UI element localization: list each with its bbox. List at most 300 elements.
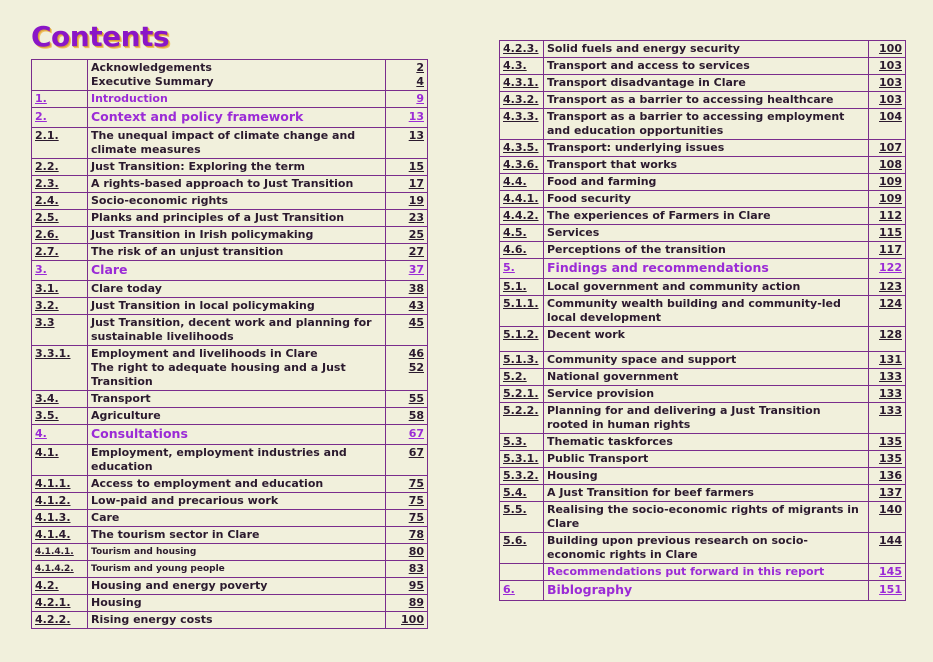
section-title	[88, 128, 386, 159]
section-number[interactable]: 4.6.	[500, 242, 544, 259]
toc-row[interactable]	[32, 210, 428, 227]
toc-row[interactable]	[32, 391, 428, 408]
toc-row[interactable]	[32, 408, 428, 425]
page-number-link[interactable]: 9	[416, 92, 424, 105]
page-number[interactable]	[386, 210, 428, 227]
page-number[interactable]	[386, 493, 428, 510]
page-number-link[interactable]: 46	[408, 347, 424, 360]
page-number[interactable]	[386, 176, 428, 193]
toc-row[interactable]	[32, 445, 428, 476]
page-number[interactable]	[386, 408, 428, 425]
page-number-link[interactable]: 100	[401, 613, 424, 626]
page-number-link[interactable]: 122	[879, 261, 902, 274]
section-number[interactable]: 2.	[32, 108, 88, 128]
page-number-link[interactable]: 135	[879, 452, 902, 465]
section-number[interactable]: 3.5.	[32, 408, 88, 425]
toc-row[interactable]	[500, 434, 906, 451]
page-number[interactable]	[869, 75, 906, 92]
section-title	[88, 227, 386, 244]
page-number-link[interactable]: 75	[408, 477, 424, 490]
toc-row[interactable]	[32, 261, 428, 281]
page-number-link[interactable]: 151	[879, 583, 902, 596]
toc-row[interactable]	[32, 159, 428, 176]
section-title	[544, 92, 869, 109]
page-number-link[interactable]: 25	[408, 228, 424, 241]
page-number-link[interactable]: 128	[879, 328, 902, 341]
page-number[interactable]	[386, 60, 428, 91]
section-title-line: Food security	[547, 192, 631, 205]
page-number[interactable]	[386, 425, 428, 445]
toc-row[interactable]	[32, 128, 428, 159]
section-title-line: Findings and recommendations	[547, 260, 769, 275]
section-number[interactable]: 4.2.	[32, 578, 88, 595]
page-number[interactable]	[869, 369, 906, 386]
section-number[interactable]: 4.1.2.	[32, 493, 88, 510]
section-number[interactable]: 5.2.2.	[500, 403, 544, 434]
section-number[interactable]: 4.3.	[500, 58, 544, 75]
page-number-link[interactable]: 103	[879, 93, 902, 106]
toc-row[interactable]	[500, 75, 906, 92]
section-number[interactable]: 4.1.4.	[32, 527, 88, 544]
section-number[interactable]: 4.2.2.	[32, 612, 88, 629]
toc-row[interactable]	[32, 578, 428, 595]
section-number[interactable]: 2.1.	[32, 128, 88, 159]
page-number[interactable]	[386, 91, 428, 108]
page-number[interactable]	[869, 327, 906, 352]
page-number-link[interactable]: 27	[408, 245, 424, 258]
section-number[interactable]: 5.1.1.	[500, 296, 544, 327]
page-number-link[interactable]: 107	[879, 141, 902, 154]
section-number[interactable]: 3.4.	[32, 391, 88, 408]
section-number[interactable]: 5.3.2.	[500, 468, 544, 485]
toc-row[interactable]	[32, 612, 428, 629]
toc-row[interactable]	[32, 176, 428, 193]
page-number-link[interactable]: 124	[879, 297, 902, 310]
section-title-line: A rights-based approach to Just Transition	[91, 177, 354, 190]
toc-row[interactable]	[32, 193, 428, 210]
section-title	[88, 193, 386, 210]
section-number[interactable]: 3.1.	[32, 281, 88, 298]
page-number[interactable]	[386, 544, 428, 561]
page-number[interactable]	[869, 403, 906, 434]
section-title-line: Clare	[91, 262, 128, 277]
section-title-line: Solid fuels and energy security	[547, 42, 740, 55]
section-title	[544, 369, 869, 386]
page-number-link[interactable]: 136	[879, 469, 902, 482]
toc-row[interactable]	[500, 157, 906, 174]
toc-row[interactable]	[32, 476, 428, 493]
section-number[interactable]: 4.3.5.	[500, 140, 544, 157]
section-title	[88, 244, 386, 261]
section-number[interactable]: 4.1.4.1.	[32, 544, 88, 561]
page-number-link[interactable]: 78	[408, 528, 424, 541]
page-number-link[interactable]: 45	[408, 316, 424, 329]
page-number[interactable]	[869, 259, 906, 279]
section-title	[88, 561, 386, 578]
toc-row[interactable]	[500, 174, 906, 191]
section-title-line: Transport as a barrier to accessing employment and education opportunities	[547, 110, 845, 137]
toc-row[interactable]	[32, 510, 428, 527]
section-title	[544, 327, 869, 352]
page-number[interactable]	[869, 485, 906, 502]
section-title	[544, 208, 869, 225]
page-number-link[interactable]: 104	[879, 110, 902, 123]
section-title-line: Just Transition in Irish policymaking	[91, 228, 314, 241]
page-number-link[interactable]: 100	[879, 42, 902, 55]
page-number[interactable]	[386, 510, 428, 527]
section-title	[88, 91, 386, 108]
page-number-link[interactable]: 23	[408, 211, 424, 224]
toc-row[interactable]	[32, 527, 428, 544]
section-number[interactable]: 5.1.	[500, 279, 544, 296]
section-number[interactable]: 3.3	[32, 315, 88, 346]
page-number[interactable]	[869, 174, 906, 191]
section-title	[88, 493, 386, 510]
toc-row[interactable]	[32, 60, 428, 91]
toc-row[interactable]	[500, 468, 906, 485]
section-number[interactable]: 4.1.1.	[32, 476, 88, 493]
section-number[interactable]: 5.3.1.	[500, 451, 544, 468]
section-title-line: Access to employment and education	[91, 477, 324, 490]
section-title-line: Public Transport	[547, 452, 649, 465]
page-number[interactable]	[386, 128, 428, 159]
page-number[interactable]	[386, 298, 428, 315]
section-title-line: Agriculture	[91, 409, 161, 422]
page-number-link[interactable]: 103	[879, 59, 902, 72]
toc-row[interactable]	[500, 403, 906, 434]
page-number-link[interactable]: 145	[879, 565, 902, 578]
page-number-link[interactable]: 4	[416, 75, 424, 88]
toc-row[interactable]	[32, 91, 428, 108]
toc-row[interactable]	[500, 533, 906, 564]
section-number[interactable]	[500, 564, 544, 581]
page-number-link[interactable]: 117	[879, 243, 902, 256]
section-title-line: National government	[547, 370, 679, 383]
section-title	[544, 485, 869, 502]
page-number[interactable]	[869, 41, 906, 58]
toc-row[interactable]	[500, 369, 906, 386]
page-number-link[interactable]: 19	[408, 194, 424, 207]
toc-row[interactable]	[32, 595, 428, 612]
page-number-link[interactable]: 133	[879, 370, 902, 383]
section-number[interactable]: 5.6.	[500, 533, 544, 564]
page-number-link[interactable]: 67	[408, 427, 424, 440]
toc-row[interactable]	[500, 191, 906, 208]
section-title-line: Local government and community action	[547, 280, 801, 293]
page-number[interactable]	[386, 346, 428, 391]
toc-row[interactable]	[32, 227, 428, 244]
page-number-link[interactable]: 137	[879, 486, 902, 499]
toc-row[interactable]	[500, 242, 906, 259]
section-number[interactable]: 5.2.	[500, 369, 544, 386]
section-number[interactable]: 4.4.	[500, 174, 544, 191]
section-number[interactable]: 1.	[32, 91, 88, 108]
page-number-link[interactable]: 58	[408, 409, 424, 422]
page-title: Contents	[31, 20, 170, 53]
toc-row[interactable]	[500, 109, 906, 140]
toc-row[interactable]	[500, 58, 906, 75]
section-number[interactable]: 5.1.3.	[500, 352, 544, 369]
section-title-line: Care	[91, 511, 120, 524]
section-number[interactable]: 2.7.	[32, 244, 88, 261]
section-title	[544, 191, 869, 208]
page-number[interactable]	[386, 527, 428, 544]
toc-row[interactable]	[500, 352, 906, 369]
section-title	[88, 159, 386, 176]
section-title	[544, 403, 869, 434]
page-number[interactable]	[386, 193, 428, 210]
toc-row[interactable]	[32, 346, 428, 391]
page-number[interactable]	[386, 612, 428, 629]
page-number[interactable]	[869, 502, 906, 533]
toc-row[interactable]	[500, 327, 906, 352]
toc-row[interactable]	[32, 315, 428, 346]
section-title-line: Services	[547, 226, 600, 239]
page-number[interactable]	[869, 242, 906, 259]
section-title	[544, 564, 869, 581]
section-number[interactable]: 5.1.2.	[500, 327, 544, 352]
page-number-link[interactable]: 144	[879, 534, 902, 547]
section-title-line: Context and policy framework	[91, 109, 304, 124]
page-number[interactable]	[869, 279, 906, 296]
section-number[interactable]: 3.3.1.	[32, 346, 88, 391]
section-title-line: Just Transition: Exploring the term	[91, 160, 306, 173]
section-title	[544, 242, 869, 259]
section-title	[88, 425, 386, 445]
section-title	[88, 408, 386, 425]
page-number[interactable]	[869, 92, 906, 109]
page-number[interactable]	[386, 445, 428, 476]
section-number[interactable]: 5.	[500, 259, 544, 279]
toc-row[interactable]	[500, 279, 906, 296]
toc-row[interactable]	[500, 502, 906, 533]
section-number[interactable]: 4.3.3.	[500, 109, 544, 140]
section-number[interactable]	[32, 60, 88, 91]
page-number[interactable]	[386, 476, 428, 493]
page-number-link[interactable]: 2	[416, 61, 424, 74]
section-title-line: Perceptions of the transition	[547, 243, 726, 256]
section-title	[544, 468, 869, 485]
section-title	[88, 60, 386, 91]
section-number[interactable]: 5.5.	[500, 502, 544, 533]
page-number[interactable]	[869, 109, 906, 140]
toc-row[interactable]	[500, 41, 906, 58]
page-number[interactable]	[386, 159, 428, 176]
section-number[interactable]: 4.1.	[32, 445, 88, 476]
page-number[interactable]	[386, 281, 428, 298]
section-number[interactable]: 3.2.	[32, 298, 88, 315]
section-title	[544, 109, 869, 140]
page-number[interactable]	[386, 227, 428, 244]
page-number-link[interactable]: 13	[408, 129, 424, 142]
toc-row[interactable]	[32, 108, 428, 128]
page-number-link[interactable]: 75	[408, 511, 424, 524]
page-number-link[interactable]: 109	[879, 192, 902, 205]
section-number[interactable]: 4.1.4.2.	[32, 561, 88, 578]
section-title-line: Biblography	[547, 582, 633, 597]
page-number-link[interactable]: 133	[879, 404, 902, 417]
page-number-link[interactable]: 133	[879, 387, 902, 400]
section-title-line: Planks and principles of a Just Transition	[91, 211, 345, 224]
section-title	[544, 259, 869, 279]
page-number[interactable]	[869, 564, 906, 581]
page-number[interactable]	[869, 157, 906, 174]
page-number-link[interactable]: 108	[879, 158, 902, 171]
page-number[interactable]	[869, 296, 906, 327]
section-title-line: The unequal impact of climate change and climate measures	[91, 129, 356, 156]
section-number[interactable]: 4.3.2.	[500, 92, 544, 109]
toc-row[interactable]	[32, 425, 428, 445]
section-number[interactable]: 4.3.6.	[500, 157, 544, 174]
page-number-link[interactable]: 13	[408, 110, 424, 123]
page-number[interactable]	[869, 581, 906, 601]
toc-row[interactable]	[500, 581, 906, 601]
section-number[interactable]: 2.6.	[32, 227, 88, 244]
page-number[interactable]	[869, 468, 906, 485]
page-number[interactable]	[869, 225, 906, 242]
toc-row[interactable]	[32, 298, 428, 315]
page-number[interactable]	[386, 244, 428, 261]
toc-row[interactable]	[32, 281, 428, 298]
page-number-link[interactable]: 43	[408, 299, 424, 312]
section-number[interactable]: 2.4.	[32, 193, 88, 210]
page-number[interactable]	[869, 451, 906, 468]
page-number[interactable]	[869, 533, 906, 564]
section-title-line: Food and farming	[547, 175, 657, 188]
section-number[interactable]: 6.	[500, 581, 544, 601]
section-title	[544, 140, 869, 157]
page-number-link[interactable]: 15	[408, 160, 424, 173]
page-number-link[interactable]: 37	[408, 263, 424, 276]
page-number[interactable]	[869, 386, 906, 403]
page-number[interactable]	[386, 561, 428, 578]
toc-row[interactable]	[500, 259, 906, 279]
section-number[interactable]: 4.4.2.	[500, 208, 544, 225]
section-title-line: Clare today	[91, 282, 162, 295]
section-number[interactable]: 4.5.	[500, 225, 544, 242]
section-title	[544, 296, 869, 327]
section-number[interactable]: 2.2.	[32, 159, 88, 176]
page-number[interactable]	[386, 391, 428, 408]
section-number[interactable]: 4.4.1.	[500, 191, 544, 208]
section-number[interactable]: 2.3.	[32, 176, 88, 193]
section-number[interactable]: 4.2.1.	[32, 595, 88, 612]
page-number-link[interactable]: 83	[408, 562, 424, 575]
page-number[interactable]	[386, 261, 428, 281]
section-title	[88, 210, 386, 227]
page-number-link[interactable]: 123	[879, 280, 902, 293]
section-title	[544, 75, 869, 92]
section-title	[544, 434, 869, 451]
page-number[interactable]	[869, 58, 906, 75]
section-title-line: Thematic taskforces	[547, 435, 673, 448]
section-title	[88, 298, 386, 315]
section-title-line: Just Transition in local policymaking	[91, 299, 315, 312]
section-title-line: The tourism sector in Clare	[91, 528, 260, 541]
section-title	[544, 352, 869, 369]
toc-row[interactable]	[500, 296, 906, 327]
section-title-line: Housing and energy poverty	[91, 579, 268, 592]
section-title	[544, 174, 869, 191]
page-number[interactable]	[869, 434, 906, 451]
section-title-line: Transport and access to services	[547, 59, 750, 72]
page-number[interactable]	[386, 578, 428, 595]
page-number-link[interactable]: 109	[879, 175, 902, 188]
toc-row[interactable]	[500, 92, 906, 109]
page-number[interactable]	[869, 208, 906, 225]
section-title-line: Housing	[91, 596, 142, 609]
toc-row[interactable]	[32, 544, 428, 561]
page-number-link[interactable]: 95	[408, 579, 424, 592]
page-number-link[interactable]: 55	[408, 392, 424, 405]
page-number-link[interactable]: 115	[879, 226, 902, 239]
toc-row[interactable]	[32, 493, 428, 510]
page-number-link[interactable]: 17	[408, 177, 424, 190]
toc-row[interactable]	[500, 485, 906, 502]
page-number-link[interactable]: 75	[408, 494, 424, 507]
section-title-line: Housing	[547, 469, 598, 482]
section-number[interactable]: 2.5.	[32, 210, 88, 227]
page-number-link[interactable]: 52	[408, 361, 424, 374]
toc-row[interactable]	[500, 208, 906, 225]
section-number[interactable]: 5.4.	[500, 485, 544, 502]
page-number-link[interactable]: 67	[408, 446, 424, 459]
section-title-line: Recommendations put forward in this report	[547, 565, 825, 578]
page-number-link[interactable]: 89	[408, 596, 424, 609]
page-number[interactable]	[869, 140, 906, 157]
toc-row[interactable]	[500, 451, 906, 468]
page-number-link[interactable]: 135	[879, 435, 902, 448]
section-title	[88, 595, 386, 612]
toc-row[interactable]	[500, 386, 906, 403]
section-title-line: Tourism and young people	[91, 564, 225, 574]
section-title-line: Transport disadvantage in Clare	[547, 76, 746, 89]
toc-row[interactable]	[500, 564, 906, 581]
page-number-link[interactable]: 112	[879, 209, 902, 222]
page-number[interactable]	[869, 191, 906, 208]
toc-row[interactable]	[32, 561, 428, 578]
page-number-link[interactable]: 38	[408, 282, 424, 295]
section-number[interactable]: 4.3.1.	[500, 75, 544, 92]
page-number-link[interactable]: 131	[879, 353, 902, 366]
section-title	[88, 445, 386, 476]
section-number[interactable]: 4.	[32, 425, 88, 445]
page-number[interactable]	[386, 315, 428, 346]
section-title-line: Employment, employment industries and education	[91, 446, 347, 473]
section-number[interactable]: 4.1.3.	[32, 510, 88, 527]
page-number[interactable]	[869, 352, 906, 369]
page-number[interactable]	[386, 595, 428, 612]
page-number-link[interactable]: 103	[879, 76, 902, 89]
page-number[interactable]	[386, 108, 428, 128]
section-number[interactable]: 5.3.	[500, 434, 544, 451]
page-number-link[interactable]: 140	[879, 503, 902, 516]
section-title	[544, 502, 869, 533]
toc-row[interactable]	[500, 225, 906, 242]
section-title	[544, 279, 869, 296]
section-title-line: Low-paid and precarious work	[91, 494, 279, 507]
section-title-line: Introduction	[91, 92, 168, 105]
section-number[interactable]: 3.	[32, 261, 88, 281]
page-number-link[interactable]: 80	[408, 545, 424, 558]
contents-table-left	[31, 59, 428, 629]
toc-row[interactable]	[500, 140, 906, 157]
toc-row[interactable]	[32, 244, 428, 261]
section-title	[88, 510, 386, 527]
section-title-line: The experiences of Farmers in Clare	[547, 209, 771, 222]
section-number[interactable]: 5.2.1.	[500, 386, 544, 403]
section-number[interactable]: 4.2.3.	[500, 41, 544, 58]
